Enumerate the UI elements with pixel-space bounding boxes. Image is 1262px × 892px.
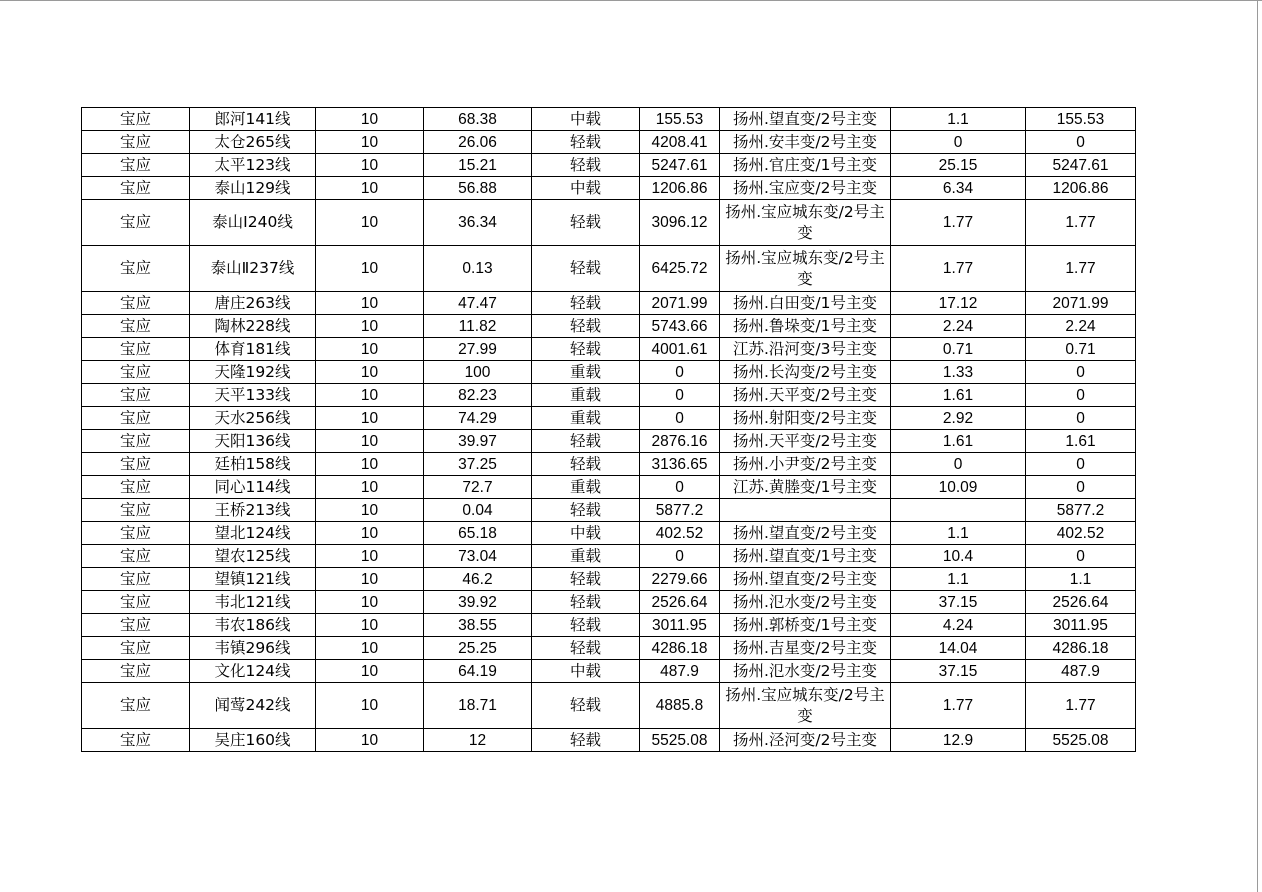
cell-transformer-load: 1.61 — [891, 430, 1026, 453]
cell-voltage: 10 — [316, 568, 424, 591]
table-row — [82, 568, 1136, 591]
cell-voltage: 10 — [316, 292, 424, 315]
cell-available-capacity: 0 — [640, 384, 720, 407]
cell-transfer-capacity: 0 — [1026, 384, 1136, 407]
cell-available-capacity: 155.53 — [640, 108, 720, 131]
table-row — [82, 200, 1136, 246]
table-row — [82, 545, 1136, 568]
cell-load-status: 轻载 — [532, 154, 640, 177]
feeder-load-table — [81, 107, 1136, 752]
cell-substation-transformer: 扬州.望直变/2号主变 — [720, 522, 891, 545]
cell-transfer-capacity: 1.77 — [1026, 200, 1136, 246]
cell-available-capacity: 5247.61 — [640, 154, 720, 177]
table-row — [82, 407, 1136, 430]
table-row — [82, 177, 1136, 200]
cell-transformer-load: 1.33 — [891, 361, 1026, 384]
table-row — [82, 361, 1136, 384]
cell-transformer-load: 1.1 — [891, 108, 1026, 131]
cell-load-status: 轻载 — [532, 131, 640, 154]
cell-load-rate: 64.19 — [424, 660, 532, 683]
cell-load-rate: 38.55 — [424, 614, 532, 637]
cell-transfer-capacity: 1.77 — [1026, 246, 1136, 292]
cell-load-status: 轻载 — [532, 453, 640, 476]
cell-transfer-capacity: 402.52 — [1026, 522, 1136, 545]
cell-line-name: 望农125线 — [190, 545, 316, 568]
table-row — [82, 430, 1136, 453]
cell-transformer-load: 0.71 — [891, 338, 1026, 361]
cell-load-rate: 82.23 — [424, 384, 532, 407]
table-row — [82, 154, 1136, 177]
table-row — [82, 453, 1136, 476]
cell-available-capacity: 2279.66 — [640, 568, 720, 591]
cell-available-capacity: 0 — [640, 361, 720, 384]
cell-district: 宝应 — [82, 430, 190, 453]
cell-available-capacity: 487.9 — [640, 660, 720, 683]
cell-transformer-load: 1.77 — [891, 246, 1026, 292]
cell-available-capacity: 2071.99 — [640, 292, 720, 315]
cell-voltage: 10 — [316, 384, 424, 407]
cell-voltage: 10 — [316, 660, 424, 683]
cell-transfer-capacity: 1.1 — [1026, 568, 1136, 591]
cell-transfer-capacity: 1206.86 — [1026, 177, 1136, 200]
cell-district: 宝应 — [82, 637, 190, 660]
cell-transformer-load: 12.9 — [891, 729, 1026, 752]
cell-available-capacity: 3136.65 — [640, 453, 720, 476]
cell-load-rate: 18.71 — [424, 683, 532, 729]
table-row — [82, 476, 1136, 499]
cell-transfer-capacity: 1.77 — [1026, 683, 1136, 729]
cell-available-capacity: 402.52 — [640, 522, 720, 545]
cell-substation-transformer: 扬州.天平变/2号主变 — [720, 430, 891, 453]
cell-available-capacity: 5877.2 — [640, 499, 720, 522]
cell-load-status: 中载 — [532, 522, 640, 545]
cell-available-capacity: 2876.16 — [640, 430, 720, 453]
cell-line-name: 韦农186线 — [190, 614, 316, 637]
cell-load-rate: 25.25 — [424, 637, 532, 660]
cell-substation-transformer: 扬州.泾河变/2号主变 — [720, 729, 891, 752]
cell-transformer-load: 10.4 — [891, 545, 1026, 568]
table-row — [82, 292, 1136, 315]
cell-load-status: 轻载 — [532, 338, 640, 361]
cell-substation-transformer: 扬州.小尹变/2号主变 — [720, 453, 891, 476]
cell-voltage: 10 — [316, 430, 424, 453]
cell-line-name: 天水256线 — [190, 407, 316, 430]
cell-transfer-capacity: 2526.64 — [1026, 591, 1136, 614]
cell-transformer-load: 1.61 — [891, 384, 1026, 407]
cell-load-status: 重载 — [532, 545, 640, 568]
cell-district: 宝应 — [82, 545, 190, 568]
cell-district: 宝应 — [82, 108, 190, 131]
cell-load-status: 轻载 — [532, 683, 640, 729]
cell-transfer-capacity: 1.61 — [1026, 430, 1136, 453]
cell-available-capacity: 3096.12 — [640, 200, 720, 246]
cell-district: 宝应 — [82, 315, 190, 338]
cell-substation-transformer: 扬州.郭桥变/1号主变 — [720, 614, 891, 637]
cell-load-status: 重载 — [532, 476, 640, 499]
cell-line-name: 韦镇296线 — [190, 637, 316, 660]
cell-district: 宝应 — [82, 200, 190, 246]
cell-substation-transformer: 扬州.宝应变/2号主变 — [720, 177, 891, 200]
table-row — [82, 315, 1136, 338]
cell-voltage: 10 — [316, 637, 424, 660]
cell-available-capacity: 3011.95 — [640, 614, 720, 637]
cell-load-status: 轻载 — [532, 246, 640, 292]
cell-load-status: 中载 — [532, 108, 640, 131]
cell-voltage: 10 — [316, 361, 424, 384]
cell-available-capacity: 5743.66 — [640, 315, 720, 338]
cell-district: 宝应 — [82, 614, 190, 637]
cell-load-status: 轻载 — [532, 499, 640, 522]
table-row — [82, 729, 1136, 752]
cell-transfer-capacity: 5525.08 — [1026, 729, 1136, 752]
cell-voltage: 10 — [316, 591, 424, 614]
cell-line-name: 泰山Ⅰ240线 — [190, 200, 316, 246]
cell-available-capacity: 6425.72 — [640, 246, 720, 292]
cell-district: 宝应 — [82, 568, 190, 591]
cell-transfer-capacity: 155.53 — [1026, 108, 1136, 131]
cell-district: 宝应 — [82, 292, 190, 315]
cell-load-rate: 39.92 — [424, 591, 532, 614]
cell-load-status: 轻载 — [532, 568, 640, 591]
cell-load-status: 轻载 — [532, 614, 640, 637]
cell-line-name: 陶林228线 — [190, 315, 316, 338]
cell-available-capacity: 4208.41 — [640, 131, 720, 154]
cell-substation-transformer: 扬州.安丰变/2号主变 — [720, 131, 891, 154]
cell-load-rate: 12 — [424, 729, 532, 752]
table-row — [82, 614, 1136, 637]
cell-transformer-load: 0 — [891, 453, 1026, 476]
cell-voltage: 10 — [316, 545, 424, 568]
cell-transformer-load: 14.04 — [891, 637, 1026, 660]
cell-substation-transformer: 扬州.氾水变/2号主变 — [720, 591, 891, 614]
table-row — [82, 637, 1136, 660]
table-row — [82, 108, 1136, 131]
table-row — [82, 683, 1136, 729]
cell-transformer-load — [891, 499, 1026, 522]
cell-transformer-load: 1.1 — [891, 522, 1026, 545]
cell-line-name: 泰山129线 — [190, 177, 316, 200]
cell-voltage: 10 — [316, 246, 424, 292]
table-body — [82, 108, 1136, 752]
cell-available-capacity: 0 — [640, 545, 720, 568]
cell-available-capacity: 4286.18 — [640, 637, 720, 660]
cell-available-capacity: 0 — [640, 407, 720, 430]
cell-load-status: 轻载 — [532, 637, 640, 660]
cell-substation-transformer: 扬州.射阳变/2号主变 — [720, 407, 891, 430]
page-right-border — [1257, 0, 1258, 892]
cell-available-capacity: 4001.61 — [640, 338, 720, 361]
cell-transfer-capacity: 0 — [1026, 361, 1136, 384]
page-top-border — [0, 0, 1262, 1]
cell-load-status: 轻载 — [532, 200, 640, 246]
cell-transfer-capacity: 0 — [1026, 476, 1136, 499]
cell-load-rate: 0.04 — [424, 499, 532, 522]
cell-line-name: 王桥213线 — [190, 499, 316, 522]
cell-substation-transformer: 扬州.宝应城东变/2号主变 — [720, 683, 891, 729]
table-row — [82, 522, 1136, 545]
cell-voltage: 10 — [316, 154, 424, 177]
cell-line-name: 泰山Ⅱ237线 — [190, 246, 316, 292]
cell-line-name: 天隆192线 — [190, 361, 316, 384]
cell-substation-transformer: 扬州.宝应城东变/2号主变 — [720, 246, 891, 292]
cell-district: 宝应 — [82, 361, 190, 384]
cell-district: 宝应 — [82, 407, 190, 430]
cell-transformer-load: 37.15 — [891, 591, 1026, 614]
cell-district: 宝应 — [82, 660, 190, 683]
cell-load-rate: 73.04 — [424, 545, 532, 568]
cell-transfer-capacity: 3011.95 — [1026, 614, 1136, 637]
cell-transformer-load: 4.24 — [891, 614, 1026, 637]
cell-transformer-load: 1.77 — [891, 683, 1026, 729]
cell-transformer-load: 2.92 — [891, 407, 1026, 430]
cell-district: 宝应 — [82, 522, 190, 545]
cell-load-rate: 26.06 — [424, 131, 532, 154]
cell-substation-transformer: 扬州.宝应城东变/2号主变 — [720, 200, 891, 246]
table-row — [82, 131, 1136, 154]
cell-line-name: 望北124线 — [190, 522, 316, 545]
cell-load-rate: 46.2 — [424, 568, 532, 591]
cell-substation-transformer: 江苏.沿河变/3号主变 — [720, 338, 891, 361]
cell-voltage: 10 — [316, 453, 424, 476]
cell-voltage: 10 — [316, 729, 424, 752]
cell-transformer-load: 0 — [891, 131, 1026, 154]
cell-voltage: 10 — [316, 476, 424, 499]
cell-load-status: 轻载 — [532, 591, 640, 614]
cell-load-rate: 15.21 — [424, 154, 532, 177]
cell-transformer-load: 10.09 — [891, 476, 1026, 499]
cell-voltage: 10 — [316, 407, 424, 430]
cell-substation-transformer: 扬州.官庄变/1号主变 — [720, 154, 891, 177]
cell-line-name: 太仓265线 — [190, 131, 316, 154]
cell-load-rate: 100 — [424, 361, 532, 384]
table-row — [82, 660, 1136, 683]
cell-substation-transformer: 扬州.望直变/2号主变 — [720, 568, 891, 591]
cell-transfer-capacity: 2.24 — [1026, 315, 1136, 338]
cell-line-name: 天平133线 — [190, 384, 316, 407]
cell-district: 宝应 — [82, 246, 190, 292]
cell-substation-transformer: 扬州.白田变/1号主变 — [720, 292, 891, 315]
cell-transfer-capacity: 0.71 — [1026, 338, 1136, 361]
cell-district: 宝应 — [82, 499, 190, 522]
cell-load-rate: 0.13 — [424, 246, 532, 292]
cell-transformer-load: 1.77 — [891, 200, 1026, 246]
cell-load-rate: 27.99 — [424, 338, 532, 361]
cell-voltage: 10 — [316, 177, 424, 200]
cell-transformer-load: 2.24 — [891, 315, 1026, 338]
cell-load-status: 中载 — [532, 177, 640, 200]
cell-transfer-capacity: 5247.61 — [1026, 154, 1136, 177]
cell-available-capacity: 0 — [640, 476, 720, 499]
cell-load-status: 中载 — [532, 660, 640, 683]
cell-district: 宝应 — [82, 177, 190, 200]
cell-load-rate: 36.34 — [424, 200, 532, 246]
cell-line-name: 韦北121线 — [190, 591, 316, 614]
cell-district: 宝应 — [82, 384, 190, 407]
cell-available-capacity: 5525.08 — [640, 729, 720, 752]
cell-transfer-capacity: 2071.99 — [1026, 292, 1136, 315]
cell-line-name: 天阳136线 — [190, 430, 316, 453]
cell-line-name: 太平123线 — [190, 154, 316, 177]
cell-transfer-capacity: 0 — [1026, 545, 1136, 568]
table-row — [82, 384, 1136, 407]
cell-voltage: 10 — [316, 338, 424, 361]
cell-load-status: 轻载 — [532, 292, 640, 315]
cell-load-status: 重载 — [532, 384, 640, 407]
table-row — [82, 338, 1136, 361]
cell-line-name: 闻莺242线 — [190, 683, 316, 729]
cell-load-status: 重载 — [532, 361, 640, 384]
cell-voltage: 10 — [316, 522, 424, 545]
cell-load-rate: 65.18 — [424, 522, 532, 545]
cell-load-rate: 47.47 — [424, 292, 532, 315]
cell-load-status: 轻载 — [532, 430, 640, 453]
cell-load-status: 轻载 — [532, 315, 640, 338]
cell-district: 宝应 — [82, 453, 190, 476]
cell-available-capacity: 4885.8 — [640, 683, 720, 729]
cell-substation-transformer: 扬州.天平变/2号主变 — [720, 384, 891, 407]
table-row — [82, 246, 1136, 292]
cell-voltage: 10 — [316, 131, 424, 154]
cell-load-rate: 72.7 — [424, 476, 532, 499]
cell-voltage: 10 — [316, 315, 424, 338]
cell-district: 宝应 — [82, 591, 190, 614]
cell-line-name: 唐庄263线 — [190, 292, 316, 315]
cell-district: 宝应 — [82, 154, 190, 177]
cell-load-status: 重载 — [532, 407, 640, 430]
cell-load-rate: 11.82 — [424, 315, 532, 338]
cell-available-capacity: 2526.64 — [640, 591, 720, 614]
cell-line-name: 吴庄160线 — [190, 729, 316, 752]
cell-voltage: 10 — [316, 614, 424, 637]
cell-line-name: 廷柏158线 — [190, 453, 316, 476]
cell-transformer-load: 1.1 — [891, 568, 1026, 591]
cell-load-rate: 37.25 — [424, 453, 532, 476]
cell-voltage: 10 — [316, 499, 424, 522]
cell-district: 宝应 — [82, 729, 190, 752]
cell-substation-transformer: 扬州.望直变/1号主变 — [720, 545, 891, 568]
cell-transfer-capacity: 0 — [1026, 407, 1136, 430]
cell-transfer-capacity: 4286.18 — [1026, 637, 1136, 660]
cell-transfer-capacity: 0 — [1026, 131, 1136, 154]
cell-load-rate: 74.29 — [424, 407, 532, 430]
cell-transformer-load: 25.15 — [891, 154, 1026, 177]
cell-load-status: 轻载 — [532, 729, 640, 752]
cell-transformer-load: 6.34 — [891, 177, 1026, 200]
table-row — [82, 499, 1136, 522]
cell-substation-transformer: 扬州.鲁垛变/1号主变 — [720, 315, 891, 338]
cell-substation-transformer — [720, 499, 891, 522]
cell-load-rate: 39.97 — [424, 430, 532, 453]
cell-line-name: 郎河141线 — [190, 108, 316, 131]
cell-load-rate: 56.88 — [424, 177, 532, 200]
cell-line-name: 文化124线 — [190, 660, 316, 683]
cell-load-rate: 68.38 — [424, 108, 532, 131]
table-row — [82, 591, 1136, 614]
cell-transformer-load: 17.12 — [891, 292, 1026, 315]
cell-voltage: 10 — [316, 200, 424, 246]
cell-transfer-capacity: 0 — [1026, 453, 1136, 476]
cell-voltage: 10 — [316, 683, 424, 729]
cell-district: 宝应 — [82, 683, 190, 729]
cell-line-name: 同心114线 — [190, 476, 316, 499]
cell-available-capacity: 1206.86 — [640, 177, 720, 200]
cell-transformer-load: 37.15 — [891, 660, 1026, 683]
cell-voltage: 10 — [316, 108, 424, 131]
cell-district: 宝应 — [82, 338, 190, 361]
cell-substation-transformer: 扬州.望直变/2号主变 — [720, 108, 891, 131]
cell-substation-transformer: 扬州.长沟变/2号主变 — [720, 361, 891, 384]
cell-substation-transformer: 江苏.黄塍变/1号主变 — [720, 476, 891, 499]
cell-district: 宝应 — [82, 131, 190, 154]
cell-line-name: 望镇121线 — [190, 568, 316, 591]
cell-substation-transformer: 扬州.氾水变/2号主变 — [720, 660, 891, 683]
cell-substation-transformer: 扬州.吉星变/2号主变 — [720, 637, 891, 660]
cell-line-name: 体育181线 — [190, 338, 316, 361]
cell-district: 宝应 — [82, 476, 190, 499]
cell-transfer-capacity: 487.9 — [1026, 660, 1136, 683]
cell-transfer-capacity: 5877.2 — [1026, 499, 1136, 522]
